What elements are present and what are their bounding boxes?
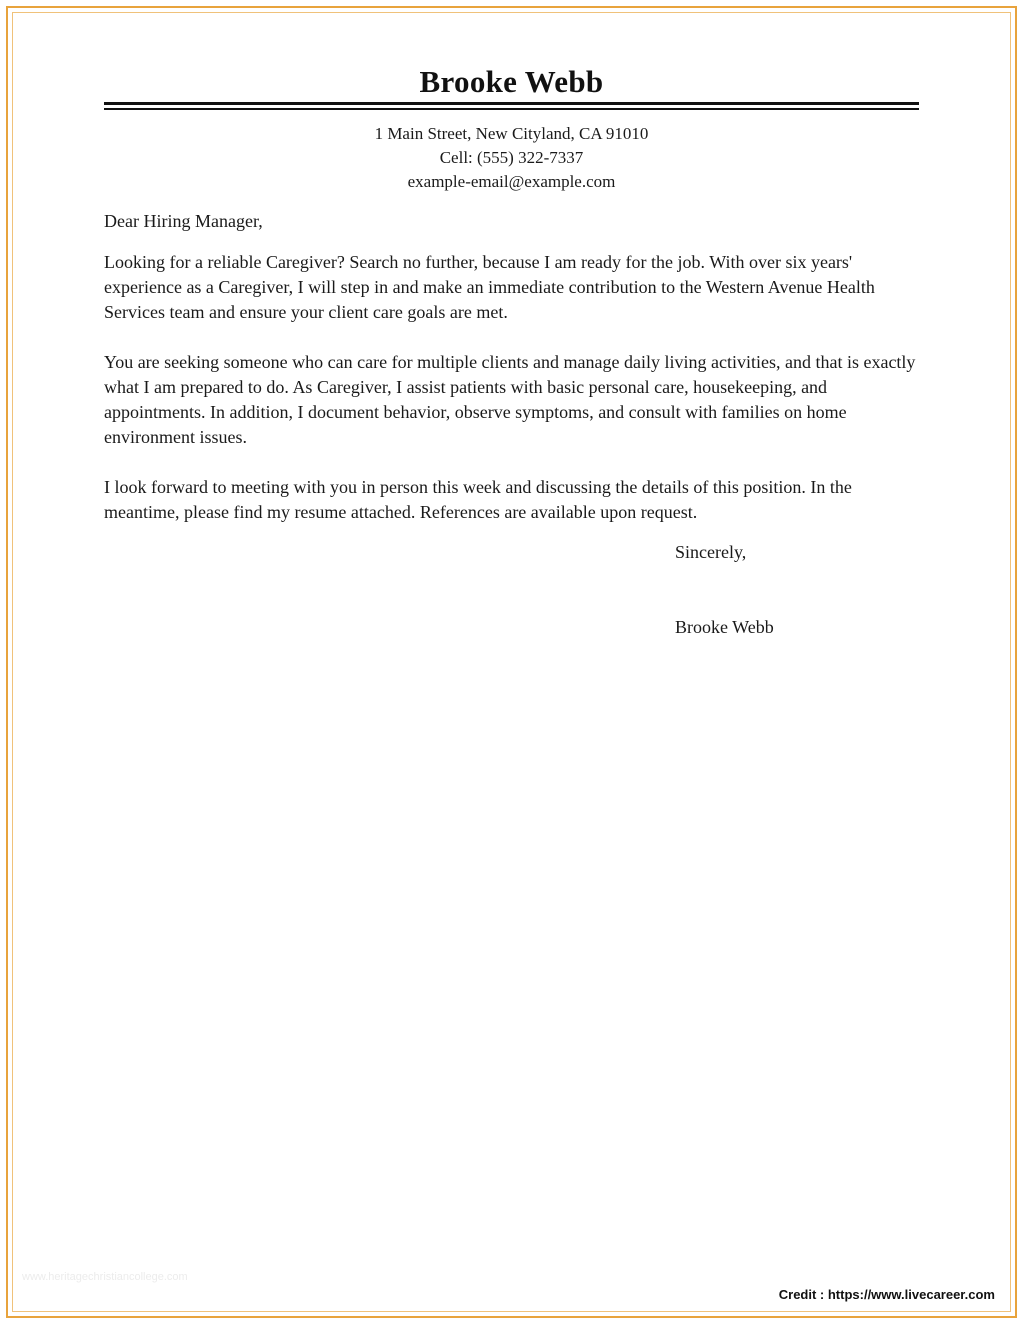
body-paragraph-3: I look forward to meeting with you in person this week and discussing the details of this position. In the meantime, please find my resume attached. References are available upon request. bbox=[104, 477, 852, 522]
closing: Sincerely, bbox=[675, 542, 747, 562]
watermark-text: www.heritagechristiancollege.com bbox=[22, 1271, 188, 1283]
salutation: Dear Hiring Manager, bbox=[104, 211, 263, 231]
credit-line: Credit : https://www.livecareer.com bbox=[778, 1287, 995, 1302]
body-paragraph-1: Looking for a reliable Caregiver? Search no further, because I am ready for the job. With over six years' experience as a Caregiver, I will step in and make an immediate contribution to the Western Avenue Health Services team and ensure your client care goals are met. bbox=[104, 252, 875, 322]
sender-name-heading: Brooke Webb bbox=[419, 64, 604, 99]
header-rule-top bbox=[104, 102, 919, 105]
header-rule-bottom bbox=[104, 108, 919, 110]
page-border-inner bbox=[12, 12, 1011, 1312]
contact-email: example-email@example.com bbox=[407, 172, 616, 191]
contact-address: 1 Main Street, New Cityland, CA 91010 bbox=[374, 124, 649, 143]
contact-phone: Cell: (555) 322-7337 bbox=[439, 148, 584, 167]
signature-name: Brooke Webb bbox=[675, 617, 774, 637]
body-paragraph-2: You are seeking someone who can care for multiple clients and manage daily living activities, and that is exactly what I am prepared to do. As Caregiver, I assist patients with basic personal care, housekeeping, and appointments. In addition, I document behavior, observe symptoms, and consult with families on home environment issues. bbox=[104, 352, 916, 447]
